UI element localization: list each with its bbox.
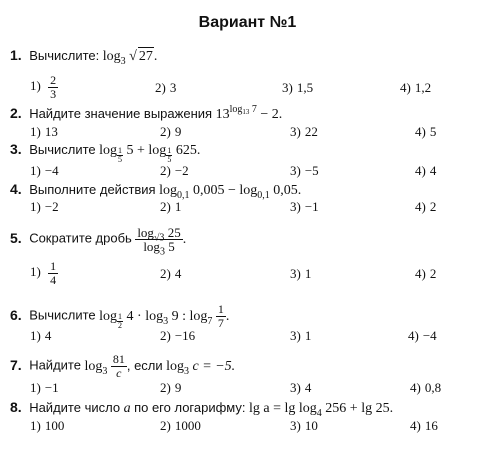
answer-option: 2) −2 xyxy=(160,163,189,178)
question-1 xyxy=(10,46,157,66)
fraction: $\frac{1}{4}$ xyxy=(50,259,57,287)
fraction: $\frac{2}{3}$ xyxy=(50,73,57,101)
question-7 xyxy=(10,353,235,380)
answer-option: 2) 1 xyxy=(160,199,182,214)
question-number: 1. xyxy=(10,47,22,63)
answer-option: 1) 4 xyxy=(30,328,52,343)
question-prompt: Вычислите: xyxy=(29,48,100,63)
answer-option: 4) 16 xyxy=(410,418,438,433)
question-expression: $\frac{\log_{√3} 25}{\log_3 5}$ . xyxy=(137,225,187,258)
answer-option: 4) 5 xyxy=(415,124,437,139)
answer-option: 1) −1 xyxy=(30,380,59,395)
answer-option: 3) 1 xyxy=(290,328,312,343)
answer-option: 4) 2 xyxy=(415,199,437,214)
answer-option: 4) 0,8 xyxy=(410,380,442,395)
question-number: 8. xyxy=(10,399,22,415)
question-prompt: Вычислите xyxy=(29,142,96,157)
answer-option: 2) 9 xyxy=(160,380,182,395)
question-prompt: Сократите дробь xyxy=(29,230,132,246)
answer-option: 2) 3 xyxy=(155,80,177,95)
answer-option: 4) 4 xyxy=(415,163,437,178)
worksheet-title: Вариант №1 xyxy=(198,14,297,31)
answer-option: 3) 4 xyxy=(290,380,312,395)
answer-option: 2) 1000 xyxy=(160,418,201,433)
question-expression: $\log_3$ √ 27. xyxy=(102,49,158,67)
question-expression: $13^{log_{13} 7} - 2$. xyxy=(215,104,283,122)
question-expression: log $\frac{1}{2}$ $4 \cdot \log_3 9$ : $\log_7$ $\frac{1}{7}$ . xyxy=(99,302,230,330)
question-prompt: Вычислите xyxy=(29,307,96,323)
answer-option: 1) 100 xyxy=(30,418,65,433)
answer-option: 1) $\frac{1}{4}$ xyxy=(30,259,57,287)
answer-option: 3) −1 xyxy=(290,199,319,214)
question-prompt: Выполните действия xyxy=(29,182,156,197)
question-prompt: Найдите значение выражения xyxy=(29,106,213,121)
question-number: 4. xyxy=(10,181,22,197)
answer-option: 3) −5 xyxy=(290,163,319,178)
answer-option: 2) −16 xyxy=(160,328,196,343)
question-6 xyxy=(10,303,229,330)
answer-option: 4) 2 xyxy=(415,266,437,281)
question-number: 5. xyxy=(10,229,22,246)
answer-option: 3) 10 xyxy=(290,418,318,433)
question-expression: log $\frac{1}{5}$ 5 + log $\frac{1}{5}$ 625. xyxy=(99,143,201,164)
question-8: 8. Найдите число a по его логарифму: $\lg a = \lg \log_4 256 + \lg 25$. xyxy=(10,399,394,419)
log-base-fraction: $\frac{1}{5}$ xyxy=(118,146,123,164)
answer-option: 3) 22 xyxy=(290,124,318,139)
question-prompt: Найдите xyxy=(29,357,81,373)
question-5 xyxy=(10,225,187,258)
answer-option: 2) 9 xyxy=(160,124,182,139)
question-prompt: Найдите число xyxy=(29,400,121,415)
answer-option: 1) 13 xyxy=(30,124,58,139)
question-number: 2. xyxy=(10,105,22,121)
question-number: 3. xyxy=(10,141,22,157)
sqrt-symbol: √ xyxy=(129,49,137,64)
fraction: $\frac{1}{7}$ xyxy=(217,302,224,330)
fraction: $\frac{81}{c}$ xyxy=(112,352,125,380)
question-expression: $\log_{0,1} 0,005 - \log_{0,1} 0,05$. xyxy=(159,183,302,201)
fraction: $\frac{\log_{√3} 25}{\log_3 5}$ xyxy=(137,225,181,258)
answer-option: 2) 4 xyxy=(160,266,182,281)
answer-option: 1) −4 xyxy=(30,163,59,178)
answer-option: 3) 1 xyxy=(290,266,312,281)
question-3 xyxy=(10,140,200,164)
answer-option: 4) −4 xyxy=(408,328,437,343)
question-expression: $\log_3$ $\frac{81}{c}$ , если $\log_3 c = -5$. xyxy=(84,352,236,380)
question-expression: $\lg a = \lg \log_4 256 + \lg 25$. xyxy=(249,401,394,419)
answer-option: 1) $\frac{2}{3}$ xyxy=(30,73,57,101)
log-base-fraction: $\frac{1}{2}$ xyxy=(118,311,123,330)
question-number: 6. xyxy=(10,306,22,323)
answer-option: 1) −2 xyxy=(30,199,59,214)
question-2 xyxy=(10,104,282,124)
question-number: 7. xyxy=(10,356,22,373)
question-4 xyxy=(10,180,301,200)
answer-option: 4) 1,2 xyxy=(400,80,432,95)
answer-option: 3) 1,5 xyxy=(282,80,314,95)
log-base-fraction: $\frac{1}{5}$ xyxy=(167,146,172,164)
